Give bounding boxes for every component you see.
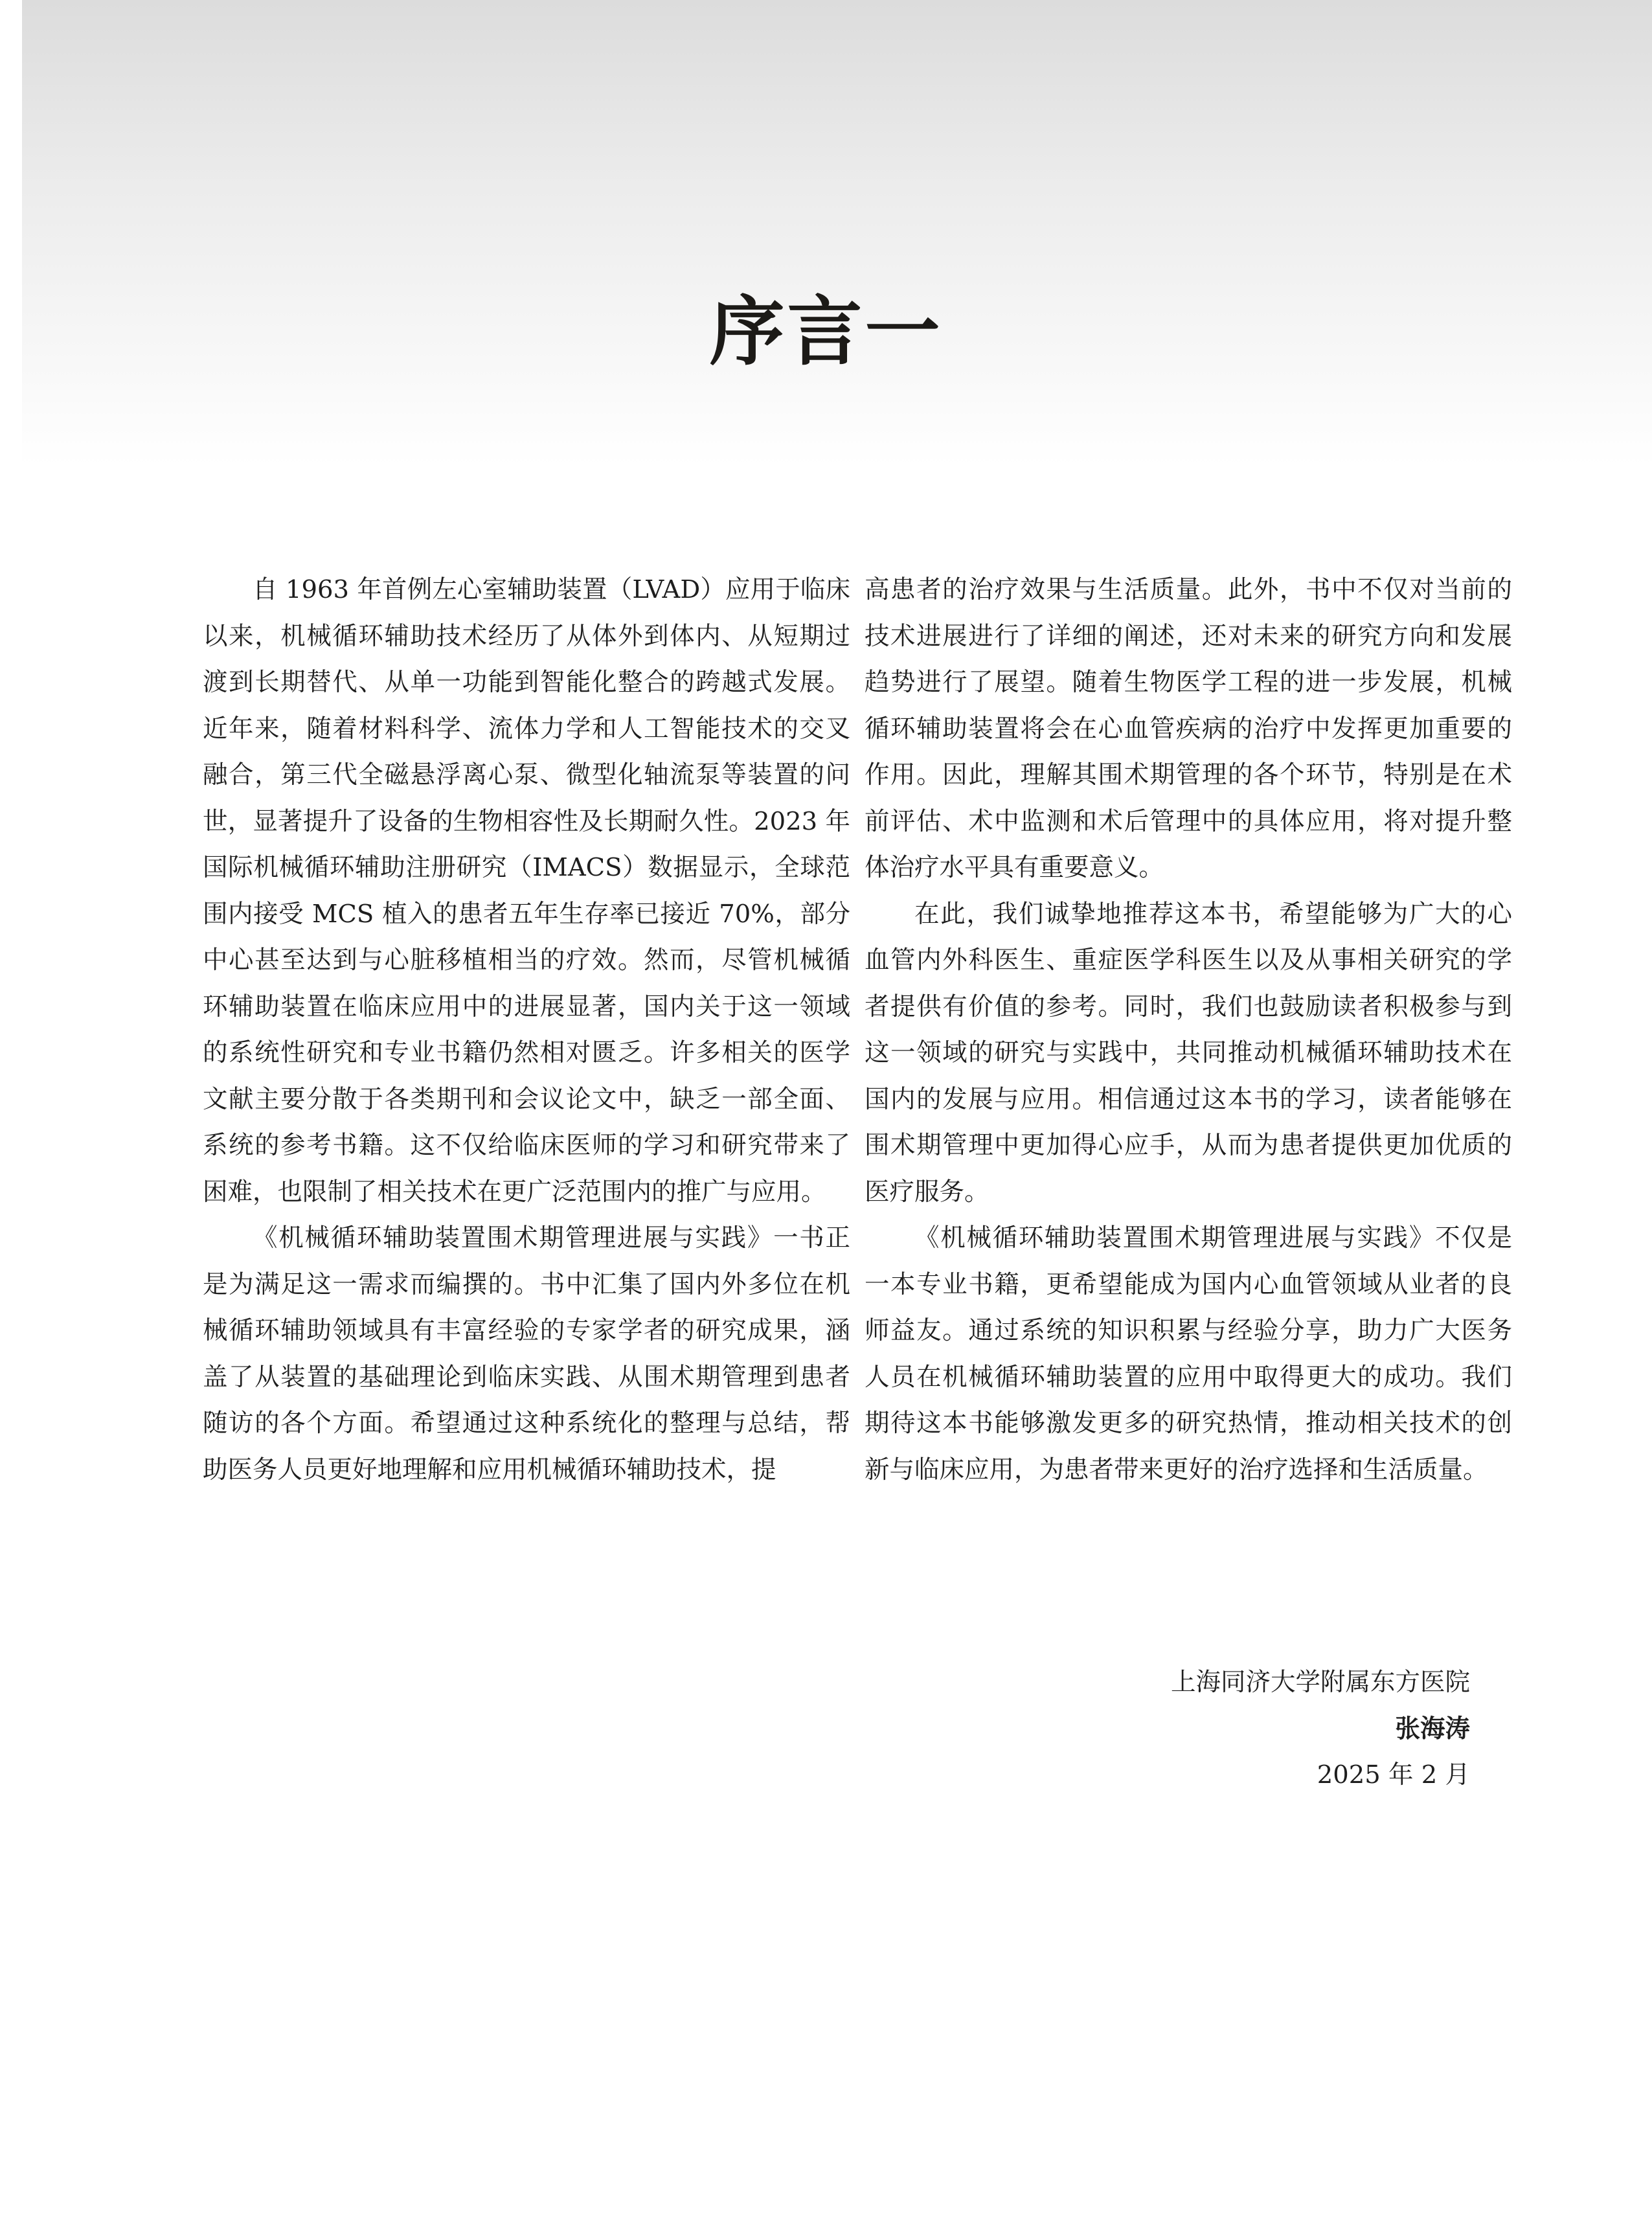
- signature-name: 张海涛: [1395, 1714, 1470, 1743]
- right-text-column: [865, 567, 1512, 1493]
- signature-date: 2025 年 2 月: [1317, 1760, 1470, 1789]
- paragraph: 《机械循环辅助装置围术期管理进展与实践》不仅是一本专业书籍，更希望能成为国内心血管领域从业者的良师益友。通过系统的知识积累与经验分享，助力广大医务人员在机械循环辅助装置的应用中取得更大的成功。我们期待这本书能够激发更多的研究热情，推动相关技术的创新与临床应用，为患者带来更好的治疗选择和生活质量。: [865, 1223, 1512, 1484]
- signature-institution: 上海同济大学附属东方医院: [1170, 1668, 1470, 1697]
- paragraph: 自 1963 年首例左心室辅助装置（LVAD）应用于临床以来，机械循环辅助技术经历了从体外到体内、从短期过渡到长期替代、从单一功能到智能化整合的跨越式发展。近年来，随着材料科学、流体力学和人工智能技术的交叉融合，第三代全磁悬浮离心泵、微型化轴流泵等装置的问世，显著提升了设备的生物相容性及长期耐久性。2023 年国际机械循环辅助注册研究（IMACS）数据显示，全球范围内接受 MCS 植入的患者五年生存率已接近 70%，部分中心甚至达到与心脏移植相当的疗效。然而，尽管机械循环辅助装置在临床应用中的进展显著，国内关于这一领域的系统性研究和专业书籍仍然相对匮乏。许多相关的医学文献主要分散于各类期刊和会议论文中，缺乏一部全面、系统的参考书籍。这不仅给临床医师的学习和研究带来了困难，也限制了相关技术在更广泛范围内的推广与应用。: [203, 575, 850, 1207]
- paragraph: 在此，我们诚挚地推荐这本书，希望能够为广大的心血管内外科医生、重症医学科医生以及从事相关研究的学者提供有价值的参考。同时，我们也鼓励读者积极参与到这一领域的研究与实践中，共同推动机械循环辅助技术在国内的发展与应用。相信通过这本书的学习，读者能够在围术期管理中更加得心应手，从而为患者提供更加优质的医疗服务。: [865, 899, 1512, 1207]
- paragraph-continuation: 高患者的治疗效果与生活质量。此外，书中不仅对当前的技术进展进行了详细的阐述，还对未来的研究方向和发展趋势进行了展望。随着生物医学工程的进一步发展，机械循环辅助装置将会在心血管疾病的治疗中发挥更加重要的作用。因此，理解其围术期管理的各个环节，特别是在术前评估、术中监测和术后管理中的具体应用，将对提升整体治疗水平具有重要意义。: [865, 575, 1512, 882]
- header-gradient-band: [22, 0, 1652, 466]
- signature-block: [1171, 1659, 1470, 1799]
- page-title: 序言一: [709, 288, 943, 376]
- left-text-column: [203, 567, 850, 1493]
- paragraph: 《机械循环辅助装置围术期管理进展与实践》一书正是为满足这一需求而编撰的。书中汇集了国内外多位在机械循环辅助领域具有丰富经验的专家学者的研究成果，涵盖了从装置的基础理论到临床实践、从围术期管理到患者随访的各个方面。希望通过这种系统化的整理与总结，帮助医务人员更好地理解和应用机械循环辅助技术，提: [203, 1223, 850, 1484]
